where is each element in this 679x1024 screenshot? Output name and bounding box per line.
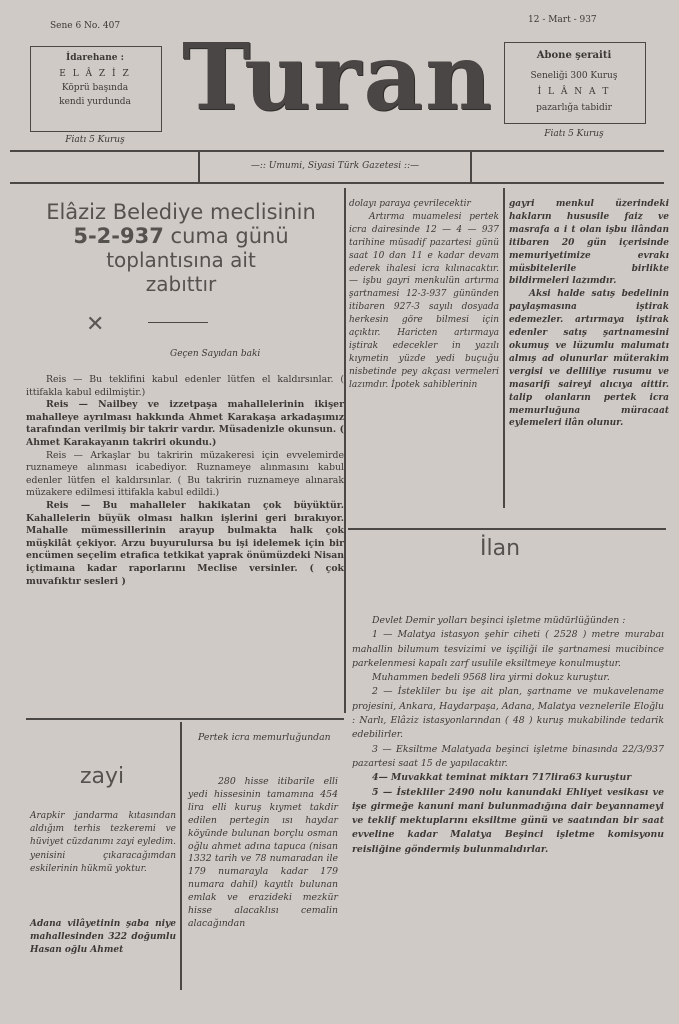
column-rule-2: [503, 188, 505, 508]
issue-date: 12 - Mart - 937: [528, 15, 597, 25]
main-headline: [18, 200, 344, 296]
paper-subtitle: —:: Umumi, Siyasi Türk Gazetesi ::—: [250, 161, 420, 171]
bottom-left-rule: [26, 718, 344, 720]
headline-dash: [148, 322, 208, 323]
idare-line2: Köprü başında: [61, 83, 129, 93]
article-paragraph: Reis — Bu teklifini kabul edenler lütfen el kaldırsınlar. ( ittifakla kabul edilmiştir.): [26, 374, 344, 398]
ilan-title: İlan: [480, 536, 521, 561]
main-article-body: [26, 374, 344, 588]
subtitle-right-bar: [470, 152, 472, 182]
column-rule-1: [344, 188, 346, 713]
article-paragraph: Reis — Arkaşlar bu takririn müzakeresi için evvelemirde ruznameye alınması icabediyor. Ruznameye alınmasını kabul edenler lütfen el kaldırsınlar. ( Bu takririn ruznameye alınarak müzakere edilmesi ittifakla kabul edildi.): [26, 449, 344, 499]
issue-number: Sene 6 No. 407: [50, 21, 121, 31]
ilan-paragraph: 2 — İstekliler bu işe ait plan, şartname ve mukavelename projesini, Ankara, Haydarpaşa, Adana, Malatya veznelerile Eloğlu : Narlı, Elâziz istasyonlarından ( 48 ) kuruş mukabilinde tedarik edebilirler.: [352, 686, 664, 741]
ilan-top-rule: [348, 528, 666, 530]
header-rule-top: [10, 150, 664, 152]
abone-line2: İ L Â N A T: [537, 87, 611, 97]
headline-line-1: Elâziz Belediye meclisinin: [46, 200, 316, 224]
ilan-paragraph: Muhammen bedeli 9568 lira yirmi dokuz kuruştur.: [372, 672, 610, 684]
ilan-paragraph: 1 — Malatya istasyon şehir ciheti ( 2528 ) metre murabaı mahallin bilumum tesvizimi ve işçiliği ile şartnamesi mucibince parkelenmesi kapalı zarf usulile eksiltmeye konulmuştur.: [352, 629, 664, 669]
masthead-title: Turan: [182, 23, 494, 131]
right-paragraph: gayri menkul üzerindeki hakların hususile faiz ve masrafa a i t olan işbu ilândan itibaren 20 gün içerisinde memuriyetimize evrakı müsbitelerile birlikte bildirmeleri lazımdır.: [509, 199, 669, 287]
abone-title: Abone şeraiti: [536, 50, 612, 61]
ilan-intro: Devlet Demir yolları beşinci işletme müdürlüğünden :: [372, 615, 626, 626]
article-paragraph: Reis — Bu mahalleler hakikatan çok büyüktür. Kahallelerin büyük olması halkın işlerini geri bırakıyor. Mahalle mümessillerinin arayup bulmakta halk çok müşkilât çekiyor. Arzu buyurulursa bu işi idelemek için bir encümen seçelim etrafica tetkikat yaprak önümüzdeki Nisan içtimaına kadar raporlarını Meclise versinler. ( çok muvafıktır sesleri ): [26, 499, 344, 587]
headline-line-3: toplantısına ait: [106, 248, 256, 272]
right-paragraph: Aksi halde satış bedelinin paylaşmasına iştirak edemezler. artırmaya iştirak edenler satış şartnamesini okumuş ve lüzumlu malumatı almış ad olunurlar müterakim vergisi ve delliliye rusumu ve masarifi saireyi alıcıya aittir. talip olanların pertek icra memurluğuna müracaat eylemeleri ilân olunur.: [509, 289, 669, 429]
right-column: [509, 198, 669, 430]
idare-line3: kendi yurdunda: [59, 97, 131, 107]
abone-price: Fiatı 5 Kuruş: [544, 129, 604, 139]
icra-column: [349, 198, 499, 392]
headline-line-2: [18, 224, 344, 248]
headline-day: cuma günü: [163, 224, 289, 248]
header-rule-bottom: [10, 182, 664, 184]
ilan-paragraph: 4— Muvakkat teminat miktarı 717lira63 kuruştur: [372, 772, 632, 784]
ilan-paragraph: 3 — Eksiltme Malatyada beşinci işletme binasında 22/3/937 pazartesi saat 15 de yapılacaktır.: [352, 743, 664, 769]
headline-date: 5-2-937: [73, 224, 164, 248]
zayi-title: zayi: [80, 764, 125, 789]
pertek-body: 280 hisse itibarile elli yedi hissesinin tamamına 454 lira elli kuruş kıymet takdir edilen pertegin ısı haydar köyünde bulunan borçlu osman oğlu ahmet adına tapuca (nisan 1332 tarih ve 78 numaradan ile 179 numarayla kadar 179 numara dahil) kayıtlı bulunan emlak ve erazideki mezkür hisse alacaklısı cemalin alacağından: [188, 776, 338, 929]
zayi-signature: Adana vilâyetinin şaba niye mahallesinden 322 doğumlu Hasan oğlu Ahmet: [30, 919, 176, 956]
zayi-body: Arapkir jandarma kıtasından aldığım terhis tezkeremi ve hüviyet cüzdanımı zayi eyledim. yenisini çıkaracağımdan eskilerinin hükmü yoktur.: [30, 811, 176, 874]
icra-paragraph: dolayı paraya çevrilecektir: [349, 199, 471, 209]
continued-note: Geçen Sayıdan baki: [170, 349, 261, 359]
icra-paragraph: Artırma muamelesi pertek icra dairesinde 12 — 4 — 937 tarihine müsadif pazartesi günü saat 10 dan 11 e kadar devam ederek ihalesi icra kılınacaktır. — işbu gayri menkulün artırma şartnamesi 12-3-937 gününden itibaren 927-3 sayılı dosyada herkesin göre bilmesi için açıktır. Haricten artırmaya iştirak edecekler in yazılı kıymetin yüzde yedi buçuğu nisbetinde pey akçası vermeleri lazımdır. İpotek sahiblerinin: [349, 211, 499, 390]
zayi-pertek-rule: [180, 722, 182, 990]
ilan-paragraph: 5 — İstekliler 2490 nolu kanundaki Ehliyet vesikası ve işe girmeğe kanuni mani bulunmadığına dair beyannameyi ve teklif mektuplarını eksiltme günü ve saatından bir saat evveline kadar Malatya Beşinci işletme komisyonu reisliğine göndermiş bulunmalıdırlar.: [352, 786, 664, 855]
article-paragraph: Reis — Nailbey ve izzetpaşa mahallelerinin ikişer mahalleye ayrılması hakkında Ahmet Karakaşa arkadaşımız tarafından verilmiş bir takrir vardır. Müsadenizle okunsun. ( Ahmet Karakayanın takriri okundu.): [26, 399, 344, 448]
headline-line-4: zabıttır: [145, 272, 217, 296]
ilan-body: [352, 614, 664, 857]
abone-line3: pazarlığa tabidir: [536, 103, 612, 113]
idare-title: İdarehane :: [66, 53, 124, 63]
decorative-mark: ✕: [86, 312, 105, 337]
pertek-title: Pertek icra memurluğundan: [198, 732, 331, 743]
abone-line1: Seneliği 300 Kuruş: [530, 71, 618, 81]
idare-line1: E L Â Z İ Z: [59, 69, 131, 79]
idare-price: Fiatı 5 Kuruş: [65, 135, 125, 145]
